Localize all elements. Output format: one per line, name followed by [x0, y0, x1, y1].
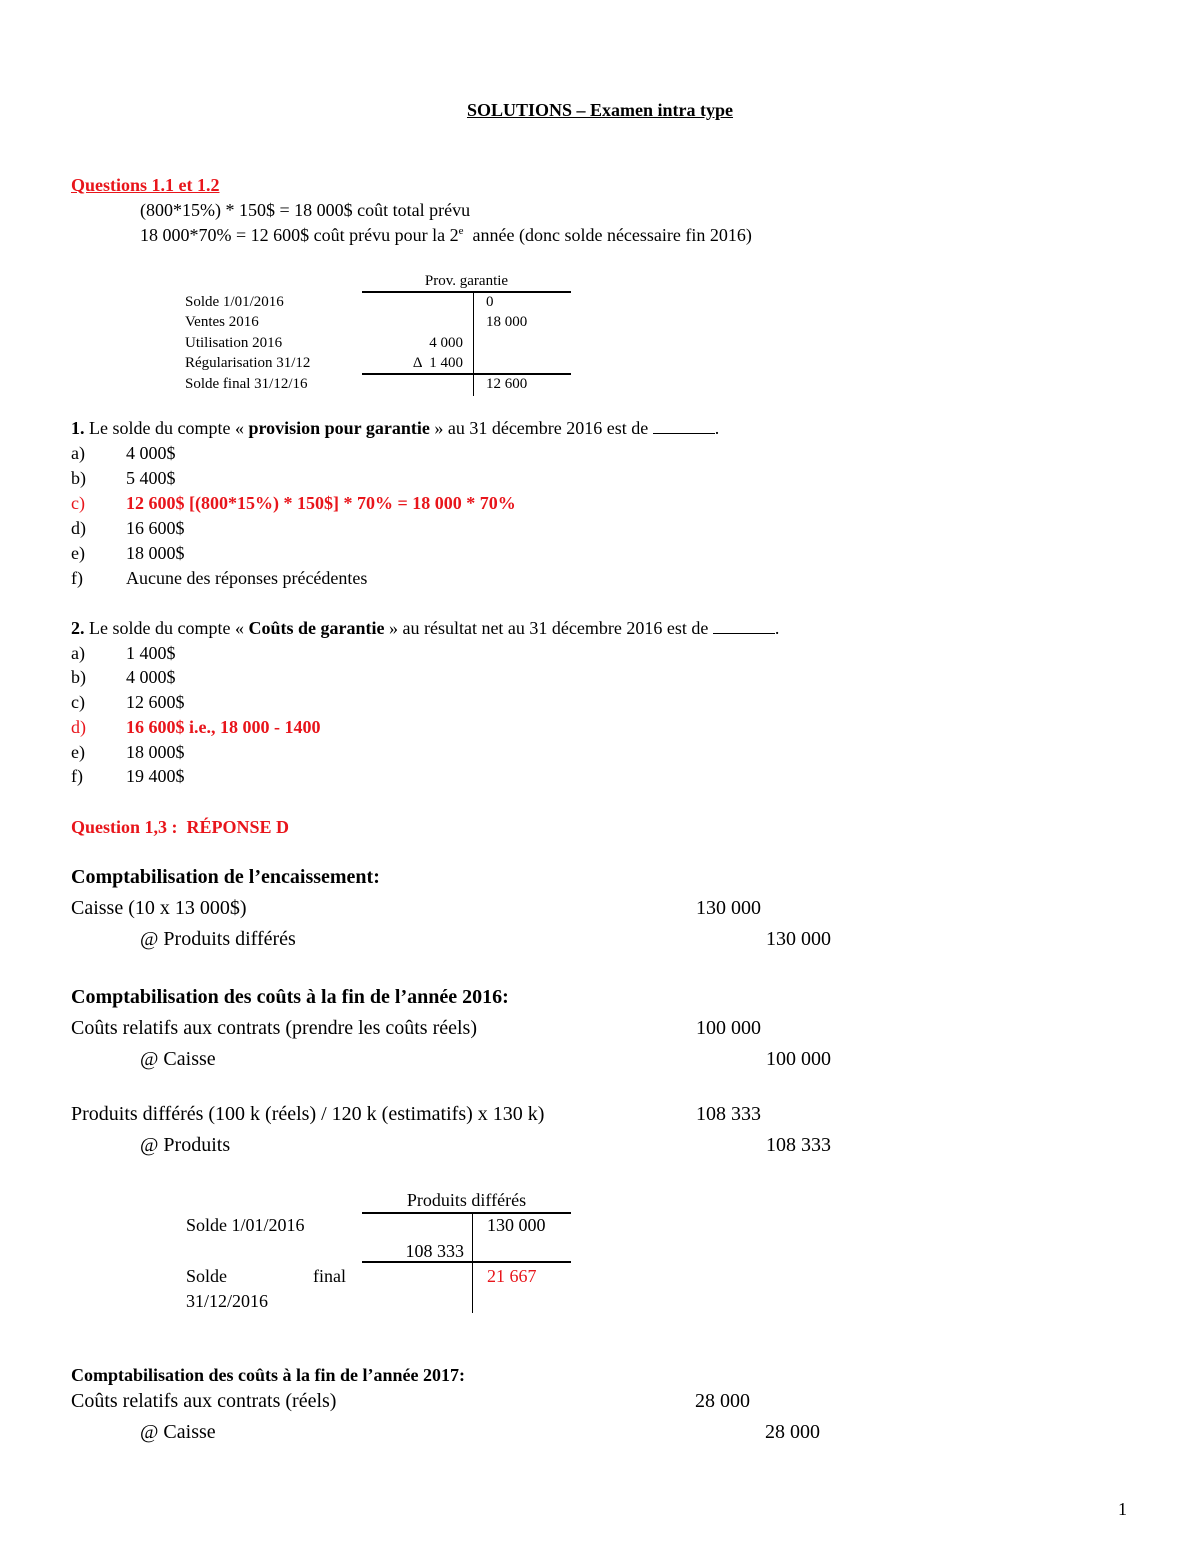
option-text-correct: 16 600$ i.e., 18 000 - 1400	[126, 717, 321, 737]
option-text-correct: 12 600$ [(800*15%) * 150$] * 70% = 18 000 * 70%	[126, 493, 516, 513]
option-text: 16 600$	[126, 518, 185, 538]
option-letter-correct: d)	[71, 717, 86, 737]
t-row-debit: 4 000	[429, 335, 463, 351]
t-account-vertical-line	[472, 1213, 473, 1313]
t-account-title: Prov. garantie	[424, 273, 509, 289]
entry-credit-label: @ Produits	[140, 1134, 231, 1156]
option-text: 4 000$	[126, 443, 176, 463]
t-row-label: Solde	[186, 1266, 228, 1286]
option-text: 19 400$	[126, 766, 185, 786]
calc-line-1: (800*15%) * 150$ = 18 000$ coût total prévu	[140, 200, 471, 220]
entry-credit-amount: 28 000	[765, 1421, 820, 1443]
t-account-top-line	[362, 291, 571, 293]
t-row-credit: 0	[486, 294, 494, 310]
t-row-debit: 108 333	[405, 1241, 464, 1261]
question-1-stem: 1. Le solde du compte « provision pour garantie » au 31 décembre 2016 est de .	[71, 418, 720, 438]
calc-line-2-post: année (donc solde nécessaire fin 2016)	[463, 225, 752, 245]
t-row-label: final	[313, 1266, 346, 1286]
entry-debit-label: Coûts relatifs aux contrats (réels)	[71, 1390, 337, 1412]
entry-credit-amount: 108 333	[766, 1134, 831, 1156]
question-number: 2.	[71, 618, 85, 638]
option-letter: e)	[71, 543, 85, 563]
t-row-label: Ventes 2016	[185, 314, 259, 330]
t-row-credit: 130 000	[487, 1215, 546, 1235]
entry-debit-amount: 108 333	[696, 1103, 761, 1125]
option-text: 5 400$	[126, 468, 176, 488]
question-keyword: Coûts de garantie	[248, 618, 385, 638]
option-text: Aucune des réponses précédentes	[126, 568, 368, 588]
option-text: 12 600$	[126, 692, 185, 712]
option-letter: a)	[71, 443, 85, 463]
t-row-label: 31/12/2016	[186, 1291, 269, 1311]
t-row-debit: Δ 1 400	[412, 355, 463, 371]
option-text: 18 000$	[126, 543, 185, 563]
option-text: 18 000$	[126, 742, 185, 762]
option-letter: a)	[71, 643, 85, 663]
question-text-end: » au résultat net au 31 décembre 2016 est de	[384, 618, 713, 638]
entry-debit-label: Produits différés (100 k (réels) / 120 k (estimatifs) x 130 k)	[71, 1103, 545, 1125]
entry-credit-amount: 130 000	[766, 928, 831, 950]
t-row-credit: 18 000	[486, 314, 528, 330]
question-text: Le solde du compte «	[84, 618, 249, 638]
option-letter: f)	[71, 568, 83, 588]
question-text: Le solde du compte «	[84, 418, 249, 438]
section-heading-q13: Question 1,3 : RÉPONSE D	[71, 817, 290, 837]
t-row-label: Solde 1/01/2016	[186, 1215, 305, 1235]
section-heading-q11: Questions 1.1 et 1.2	[71, 175, 220, 195]
t-row-credit-balance: 21 667	[487, 1266, 537, 1286]
t-row-label: Solde 1/01/2016	[185, 294, 284, 310]
answer-blank	[713, 619, 775, 634]
question-text-end: » au 31 décembre 2016 est de	[429, 418, 653, 438]
option-text: 4 000$	[126, 667, 176, 687]
t-row-label: Solde final 31/12/16	[185, 376, 308, 392]
entry-credit-amount: 100 000	[766, 1048, 831, 1070]
calc-line-2-text: 18 000*70% = 12 600$ coût prévu pour la 2	[140, 225, 459, 245]
t-row-credit: 12 600	[486, 376, 528, 392]
question-keyword: provision pour garantie	[248, 418, 430, 438]
option-letter: c)	[71, 692, 85, 712]
option-letter: b)	[71, 468, 86, 488]
question-2-stem: 2. Le solde du compte « Coûts de garantie » au résultat net au 31 décembre 2016 est de .	[71, 618, 780, 638]
entry-credit-label: @ Caisse	[140, 1048, 216, 1070]
t-account-vertical-line	[473, 292, 474, 396]
option-letter: d)	[71, 518, 86, 538]
t-row-label: Régularisation 31/12	[185, 355, 311, 371]
calc-line-2	[140, 225, 752, 246]
option-letter: f)	[71, 766, 83, 786]
page-number: 1	[1118, 1499, 1127, 1519]
t-account-top-line	[362, 1212, 571, 1214]
question-number: 1.	[71, 418, 85, 438]
t-account-balance-line	[362, 373, 571, 375]
entry-debit-amount: 130 000	[696, 897, 761, 919]
t-row-label: Utilisation 2016	[185, 335, 283, 351]
entry-debit-amount: 28 000	[695, 1390, 750, 1412]
option-letter: b)	[71, 667, 86, 687]
entry-credit-label: @ Caisse	[140, 1421, 216, 1443]
entry-heading: Comptabilisation de l’encaissement:	[71, 866, 380, 888]
entry-heading: Comptabilisation des coûts à la fin de l’année 2016:	[71, 986, 509, 1008]
t-account-title: Produits différés	[406, 1190, 527, 1210]
calc-line-2-sup: e	[458, 225, 464, 237]
entry-credit-label: @ Produits différés	[140, 928, 296, 950]
option-letter-correct: c)	[71, 493, 85, 513]
option-text: 1 400$	[126, 643, 176, 663]
answer-blank	[653, 419, 715, 434]
page-title: SOLUTIONS – Examen intra type	[466, 100, 734, 120]
entry-debit-label: Coûts relatifs aux contrats (prendre les coûts réels)	[71, 1017, 477, 1039]
option-letter: e)	[71, 742, 85, 762]
entry-debit-amount: 100 000	[696, 1017, 761, 1039]
entry-debit-label: Caisse (10 x 13 000$)	[71, 897, 247, 919]
entry-heading: Comptabilisation des coûts à la fin de l’année 2017:	[71, 1365, 466, 1385]
